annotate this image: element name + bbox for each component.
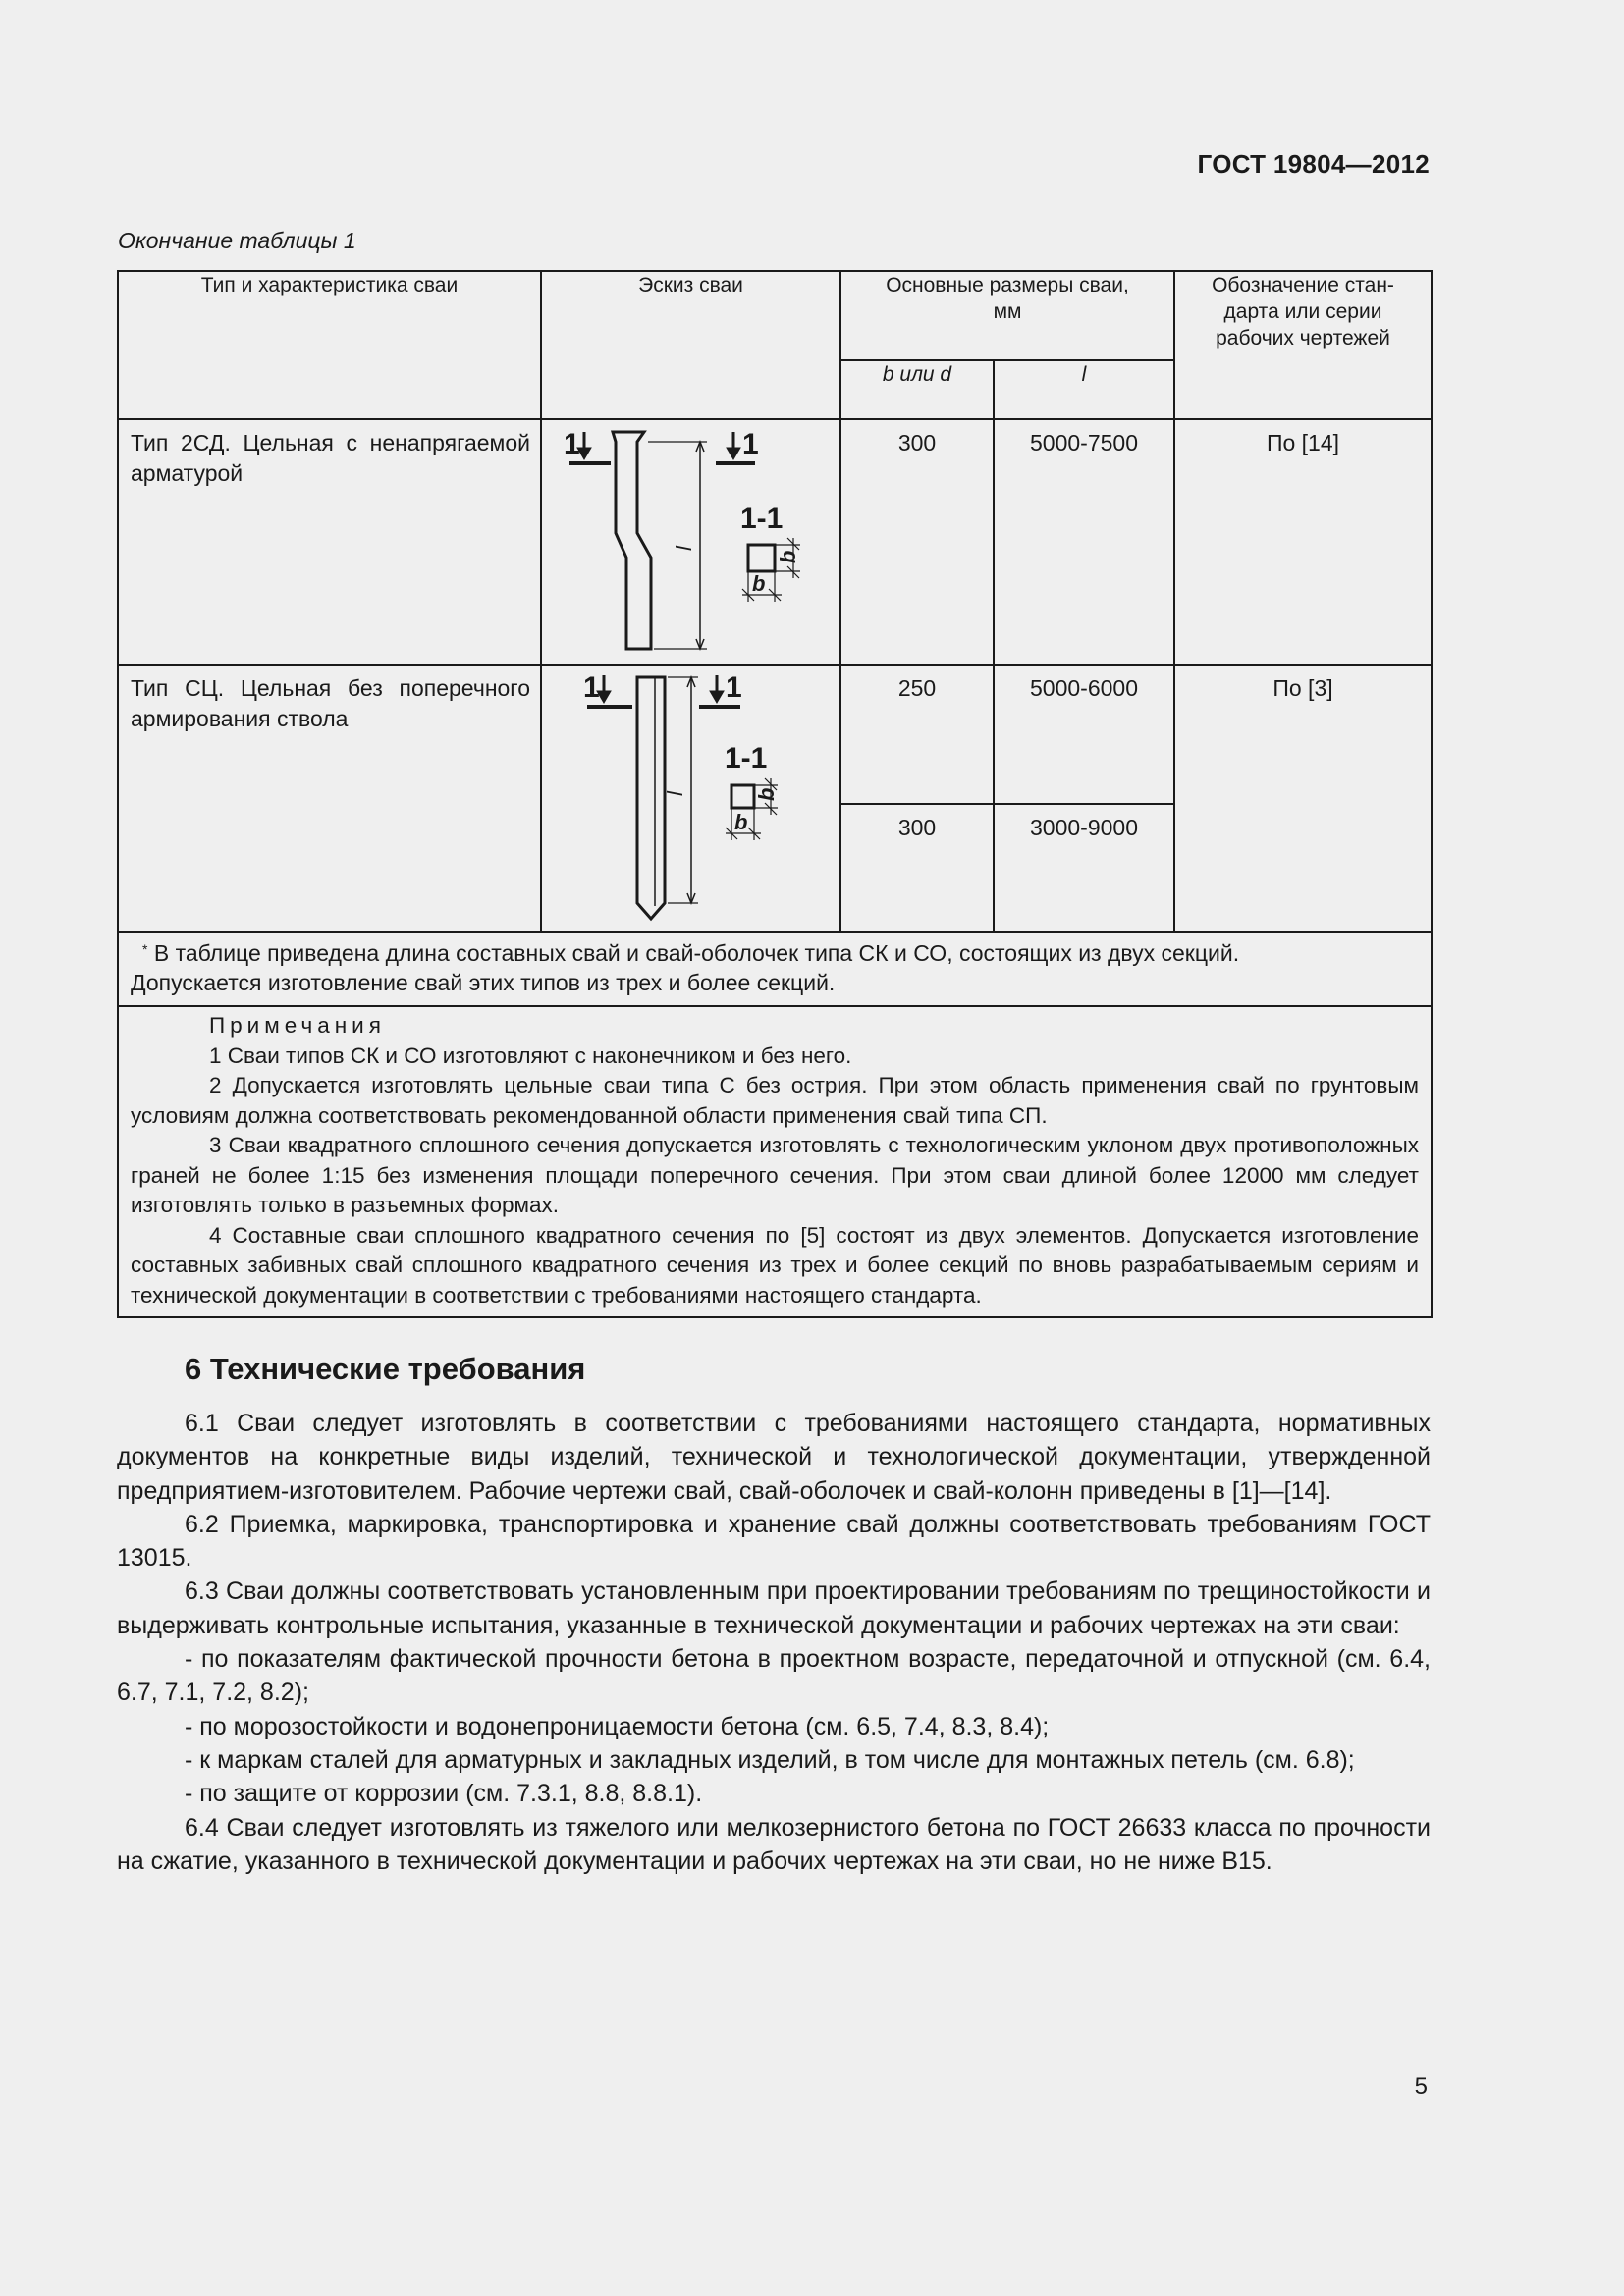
header-dims-line2: мм [993,300,1022,323]
header-type: Тип и характеристика сваи [118,271,541,419]
row2-sketch [541,665,840,932]
table-footnote [118,932,1432,1006]
row1-l: 5000-7500 [994,419,1174,665]
row2-dim-label-bottom: b [734,810,748,834]
row2-b2: 300 [840,804,994,932]
section-body [117,1407,1431,1878]
paragraph-6-1: 6.1 Сваи следует изготовлять в соответствии с требованиями настоящего стандарта, нормативных документов на конкретные виды изделий, технической и технологической документации, утвержденной предприятием-изготовителем. Рабочие чертежи свай, свай-оболочек и свай-колонн приведены в [1]—[14]. [117,1410,1431,1505]
note-1: 1 Сваи типов СК и СО изготовляют с наконечником и без него. [209,1042,852,1068]
pile-2sd-drawing [542,420,838,662]
pile-sc-drawing [542,666,838,929]
row2-l: 5000-6000 [994,665,1174,804]
row2-l2: 3000-9000 [994,804,1174,932]
header-sketch: Эскиз сваи [541,271,840,419]
table-row [118,419,1432,665]
page-number: 5 [1414,2073,1428,2100]
row1-sketch [541,419,840,665]
row2-b: 250 [840,665,994,804]
list-item: - к маркам сталей для арматурных и закладных изделий, в том числе для монтажных петель (см. 6.8); [185,1745,1355,1774]
header-designation-line1: Обозначение стан- [1212,274,1394,296]
list-item: - по защите от коррозии (см. 7.3.1, 8.8, 8.8.1). [185,1780,703,1808]
table-notes [118,1006,1432,1317]
row1-type: Тип 2СД. Цельная с ненапрягаемой арматурой [118,419,541,665]
paragraph-6-4: 6.4 Сваи следует изготовлять из тяжелого или мелкозернистого бетона по ГОСТ 26633 класса по прочности на сжатие, указанного в технической документации и рабочих чертежах на эти сваи, но не ниже В15. [117,1813,1431,1875]
footnote-line1: В таблице приведена длина составных свай и свай-оболочек типа СК и СО, состоящих из двух секций. [153,940,1240,966]
pile-table [117,270,1433,1318]
standard-number: ГОСТ 19804—2012 [1197,149,1430,179]
header-dims [840,271,1174,360]
row1-length-label: l [672,546,696,551]
header-l: l [994,360,1174,419]
section-title: 6 Технические требования [185,1352,586,1386]
header-dims-line1: Основные размеры сваи, [886,274,1129,296]
table-row [118,665,1432,804]
row2-length-label: l [663,791,687,796]
row1-b: 300 [840,419,994,665]
row1-cut-label-right: 1 [742,428,759,460]
header-b-or-d: b или d [840,360,994,419]
paragraph-6-3: 6.3 Сваи должны соответствовать установленным при проектировании требованиям по трещиностойкости и выдерживать контрольные испытания, указанные в технической документации и рабочих чертежах на эти сваи: [117,1577,1431,1639]
row1-ref: По [14] [1174,419,1432,665]
table-notes-row [118,1006,1432,1317]
paragraph-6-2: 6.2 Приемка, маркировка, транспортировка и хранение свай должны соответствовать требованиям ГОСТ 13015. [117,1510,1431,1573]
row1-cut-label-left: 1 [564,428,580,460]
table-footnote-row [118,932,1432,1006]
footnote-line2: Допускается изготовление свай этих типов из трех и более секций. [131,970,836,995]
footnote-mark: * [142,941,148,957]
row2-type: Тип СЦ. Цельная без поперечного армирования ствола [118,665,541,932]
row2-dim-label-side: b [754,787,779,801]
row1-section-label: 1-1 [740,503,784,535]
note-2: 2 Допускается изготовлять цельные сваи типа С без острия. При этом область применения свай по грунтовым условиям должна соответствовать рекомендованной области применения свай типа СП. [131,1073,1419,1128]
row2-section-label: 1-1 [725,742,768,774]
header-designation [1174,271,1432,419]
row2-cut-label-right: 1 [726,671,742,704]
row1-dim-label-side: b [776,550,800,563]
row1-dim-label-bottom: b [752,571,766,596]
row2-ref: По [3] [1174,665,1432,932]
table-caption: Окончание таблицы 1 [118,228,356,253]
list-item: - по показателям фактической прочности бетона в проектном возрасте, передаточной и отпускной (см. 6.4, 6.7, 7.1, 7.2, 8.2); [117,1645,1431,1707]
note-4: 4 Составные сваи сплошного квадратного сечения по [5] состоят из двух элементов. Допускается изготовление составных забивных свай сплошного квадратного сечения из трех и более секций по вновь разрабатываемым сериям и технической документации в соответствии с требованиями настоящего стандарта. [131,1222,1419,1308]
header-designation-line2: дарта или серии [1223,300,1382,323]
notes-title: Примечания [209,1013,386,1038]
list-item: - по морозостойкости и водонепроницаемости бетона (см. 6.5, 7.4, 8.3, 8.4); [185,1712,1050,1740]
header-designation-line3: рабочих чертежей [1216,327,1390,349]
row2-cut-label-left: 1 [583,671,600,704]
note-3: 3 Сваи квадратного сплошного сечения допускается изготовлять с технологическим уклоном двух противоположных граней не более 1:15 без изменения площади поперечного сечения. При этом сваи длиной более 12000 мм следует изготовлять только в разъемных формах. [131,1133,1419,1217]
